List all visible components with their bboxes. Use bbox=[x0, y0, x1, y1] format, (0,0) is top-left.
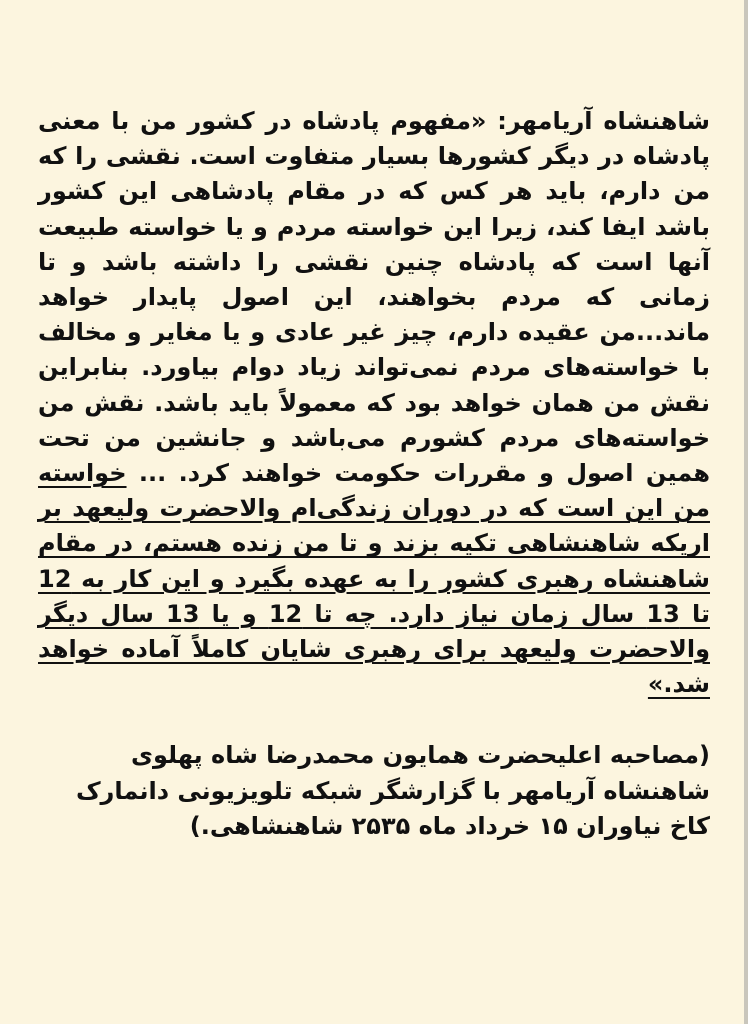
quote-paragraph bbox=[38, 104, 710, 702]
attribution-line-1: (مصاحبه اعلیحضرت همایون محمدرضا شاه پهلوی bbox=[130, 741, 710, 770]
quote-intro: شاهنشاه آریامهر: «مفهوم پادشاه در کشور من با معنی پادشاه در دیگر کشورها بسیار متفاوت است. نقشی را که من دارم، باید هر کس که در مقام پادشاهی این کشور باشد ایفا کند، زیرا این خواسته مردم و یا خواسته طبیعت آنها است که پادشاه چنین نقشی را داشته باشد و تا زمانی که مردم بخواهند، این اصول پایدار خواهد ماند...من عقیده دارم، چیز غیر عادی و یا مغایر و مخالف با خواسته‌های مردم نمی‌تواند زیاد دوام بیاورد. بنابراین نقش من همان خواهد بود که معمولاً باید باشد. نقش من خواسته‌های مردم کشورم می‌باشد و جانشین من تحت همین اصول و مقررات حکومت خواهند کرد. ... bbox=[38, 107, 710, 488]
document-body bbox=[38, 104, 710, 844]
quote-highlighted-passage: خواسته من این است که در دوران زندگی‌ام والاحضرت ولیعهد بر اریکه شاهنشاهی تکیه بزند و تا من زنده هستم، در مقام شاهنشاه رهبری کشور را به عهده بگیرد و این کار به 12 تا 13 سال زمان نیاز دارد. چه تا 12 و یا 13 سال دیگر والاحضرت ولیعهد برای رهبری شایان کاملاً آماده خواهد شد.» bbox=[38, 459, 710, 699]
attribution bbox=[38, 738, 710, 844]
attribution-line-2: شاهنشاه آریامهر با گزارشگر شبکه تلویزیونی دانمارک bbox=[75, 776, 710, 805]
page-edge-divider bbox=[744, 0, 748, 1024]
attribution-line-3: کاخ نیاوران ۱۵ خرداد ماه ۲۵۳۵ شاهنشاهی.) bbox=[189, 811, 710, 840]
